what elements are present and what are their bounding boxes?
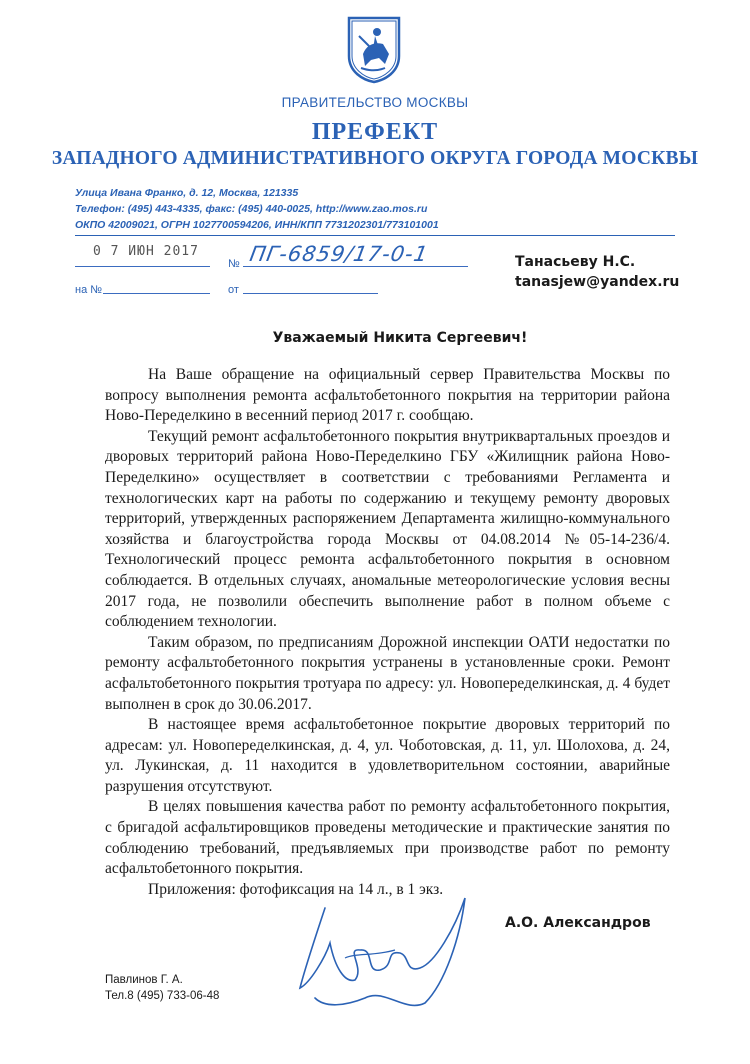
date-line	[75, 266, 210, 267]
number-line	[243, 266, 468, 267]
handwritten-signature	[285, 888, 475, 1018]
addressee-block	[515, 252, 679, 292]
reply-to-label: на №	[75, 284, 103, 296]
executor-block	[105, 972, 219, 1004]
outgoing-number: ПГ-6859/17-0-1	[247, 242, 431, 266]
header-divider	[75, 235, 675, 236]
from-line	[243, 293, 378, 294]
date-stamp: 0 7 ИЮН 2017	[93, 244, 199, 259]
addressee-name: Танасьеву Н.С.	[515, 254, 636, 270]
paragraph: В настоящее время асфальтобетонное покрытие дворовых территорий по адресам: ул. Новопеределкинская, д. 4, ул. Чоботовская, д. 11, ул. Шолохова, д. 24, ул. Лукинская, д. 11 находится в удовлетворительном состоянии, аварийные разрушения отсутствуют.	[105, 716, 670, 795]
executor-name: Павлинов Г. А.	[105, 974, 183, 986]
number-label: №	[228, 258, 240, 270]
paragraph: Текущий ремонт асфальтобетонного покрытия внутриквартальных проездов и дворовых территорий района Ново-Переделкино ГБУ «Жилищник района Ново-Переделкино» осуществляет в соответствии с требованиями Регламента и технологических карт на работы по содержанию и текущему ремонту дворовых территорий, утвержденных распоряжением Департамента жилищно-коммунального хозяйства и благоустройства города Москвы от 04.08.2014 №05-14-236/4. Технологический процесс ремонта асфальтобетонного покрытия в основном соблюдается. В отдельных случаях, аномальные метеорологические условия весны 2017 года, не позволили обеспечить выполнение работ в полном объеме с соблюдением технологии.	[105, 427, 670, 631]
from-label: от	[228, 284, 239, 296]
executor-phone: Тел.8 (495) 733-06-48	[105, 990, 220, 1002]
reply-to-line	[103, 293, 210, 294]
moscow-coat-of-arms-icon	[345, 14, 403, 84]
paragraph: На Ваше обращение на официальный сервер Правительства Москвы по вопросу выполнения ремонта асфальтобетонного покрытия на территории района Ново-Переделкино в весенний период 2017 г. сообщаю.	[105, 366, 670, 425]
paragraph: Таким образом, по предписаниям Дорожной инспекции ОАТИ недостатки по ремонту асфальтобетонного покрытия устранены в установленные сроки. Ремонт асфальтобетонного покрытия тротуара по адресу: ул. Новопеределкинская, д. 4 будет выполнен в срок до 30.06.2017.	[105, 633, 670, 713]
addressee-email: tanasjew@yandex.ru	[515, 274, 680, 290]
contact-block	[75, 185, 439, 233]
phone-line: Телефон: (495) 443-4335, факс: (495) 440-0025, http://www.zao.mos.ru	[75, 203, 428, 215]
address-line: Улица Ивана Франко, д. 12, Москва, 121335	[75, 187, 299, 199]
codes-line: ОКПО 42009021, ОГРН 1027700594206, ИНН/КПП 7731202301/773101001	[75, 219, 439, 231]
government-title: ПРАВИТЕЛЬСТВО МОСКВЫ	[281, 95, 469, 110]
paragraph: Приложения: фотофиксация на 14 л., в 1 экз.	[148, 880, 444, 898]
prefect-title: ПРЕФЕКТ	[311, 119, 439, 145]
okrug-title: ЗАПАДНОГО АДМИНИСТРАТИВНОГО ОКРУГА ГОРОДА МОСКВЫ	[51, 148, 699, 169]
greeting: Уважаемый Никита Сергеевич!	[272, 330, 528, 346]
letter-body	[105, 365, 670, 900]
paragraph: В целях повышения качества работ по ремонту асфальтобетонного покрытия, с бригадой асфальтировщиков проведены методические и практические занятия по соблюдению требований, предъявляемых при производстве работ по ремонту асфальтобетонного покрытия.	[105, 798, 670, 878]
signer-name: А.О. Александров	[505, 915, 651, 931]
